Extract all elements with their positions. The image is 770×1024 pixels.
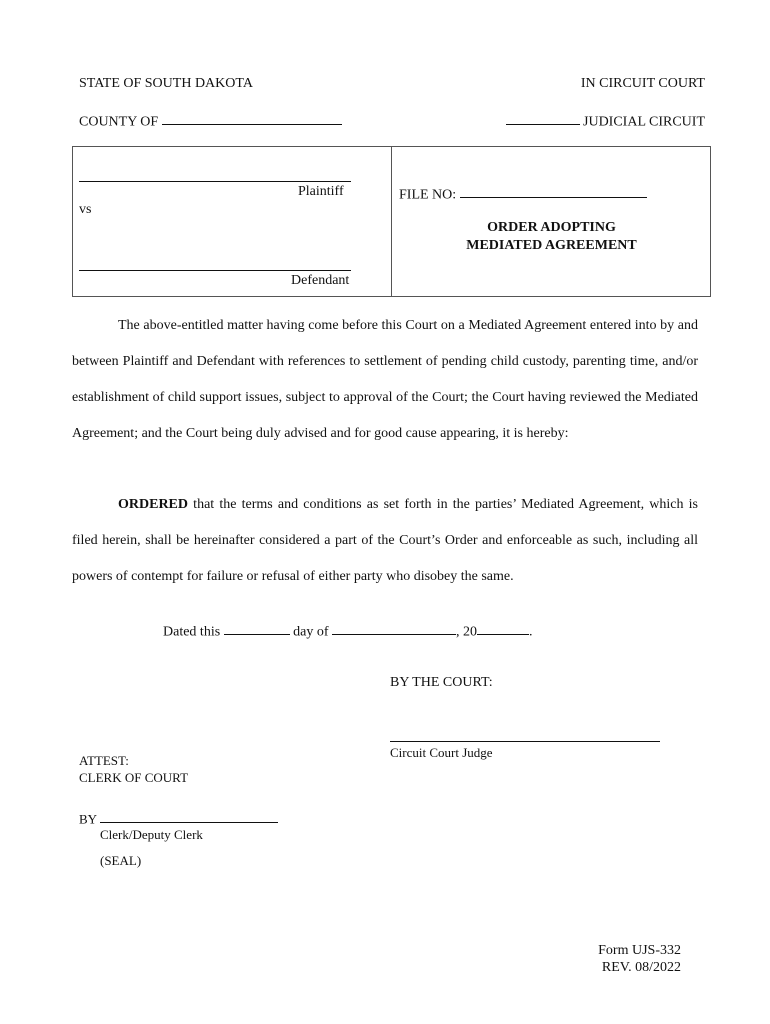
document-title [392,219,711,255]
court-heading: IN CIRCUIT COURT [580,76,705,91]
dated-period: . [529,624,533,640]
plaintiff-name-line[interactable] [79,181,351,182]
file-no-blank[interactable] [460,184,647,198]
defendant-label: Defendant [291,273,350,288]
title-line-2: MEDIATED AGREEMENT [466,238,637,253]
judge-signature-line[interactable] [390,741,660,742]
recital-paragraph [72,308,698,452]
judge-label: Circuit Court Judge [390,745,493,760]
clerk-signature-blank[interactable] [100,810,278,823]
title-line-1: ORDER ADOPTING [487,220,616,235]
year-prefix: , 20 [456,624,478,640]
order-paragraph [72,487,698,595]
by-the-court: BY THE COURT: [390,675,493,690]
clerk-of-court-label: CLERK OF COURT [79,770,189,785]
attest-label: ATTEST: [79,753,129,768]
clerk-label: Clerk/Deputy Clerk [100,827,203,842]
by-label: BY [79,811,97,827]
defendant-name-line[interactable] [79,270,351,271]
form-revision: REV. 08/2022 [601,960,681,975]
year-blank[interactable] [477,621,529,635]
order-text: that the terms and conditions as set forth in the parties’ Mediated Agreement, which is filed herein, shall be hereinafter considered a part of the Court’s Order and enforceable as such, including all powers of contempt for failure or refusal of either party who disobey the same. [72,497,698,584]
month-blank[interactable] [332,621,456,635]
versus-label: vs [79,202,92,217]
plaintiff-label: Plaintiff [298,184,344,199]
county-blank[interactable] [162,111,342,125]
county-label: COUNTY OF [79,114,159,130]
circuit-label: JUDICIAL CIRCUIT [583,114,705,130]
clerk-by-line [79,810,278,827]
file-no-line [399,184,647,203]
dated-line [163,621,533,640]
file-no-label: FILE NO: [399,187,457,203]
dated-prefix: Dated this [163,624,221,640]
day-blank[interactable] [224,621,290,635]
ordered-word: ORDERED [118,497,189,512]
circuit-line [506,111,705,130]
form-number: Form UJS-332 [598,943,681,958]
circuit-blank[interactable] [506,111,580,125]
state-heading: STATE OF SOUTH DAKOTA [79,76,253,91]
seal-label: (SEAL) [100,853,142,868]
day-of-label: day of [293,624,329,640]
recital-text: The above-entitled matter having come before this Court on a Mediated Agreement entered into by and between Plaintiff and Defendant with references to settlement of pending child custody, parenting time, and/or establishment of child support issues, subject to approval of the Court; the Court having reviewed the Mediated Agreement; and the Court being duly advised and for good cause appearing, it is hereby: [72,318,698,441]
county-line [79,111,342,130]
